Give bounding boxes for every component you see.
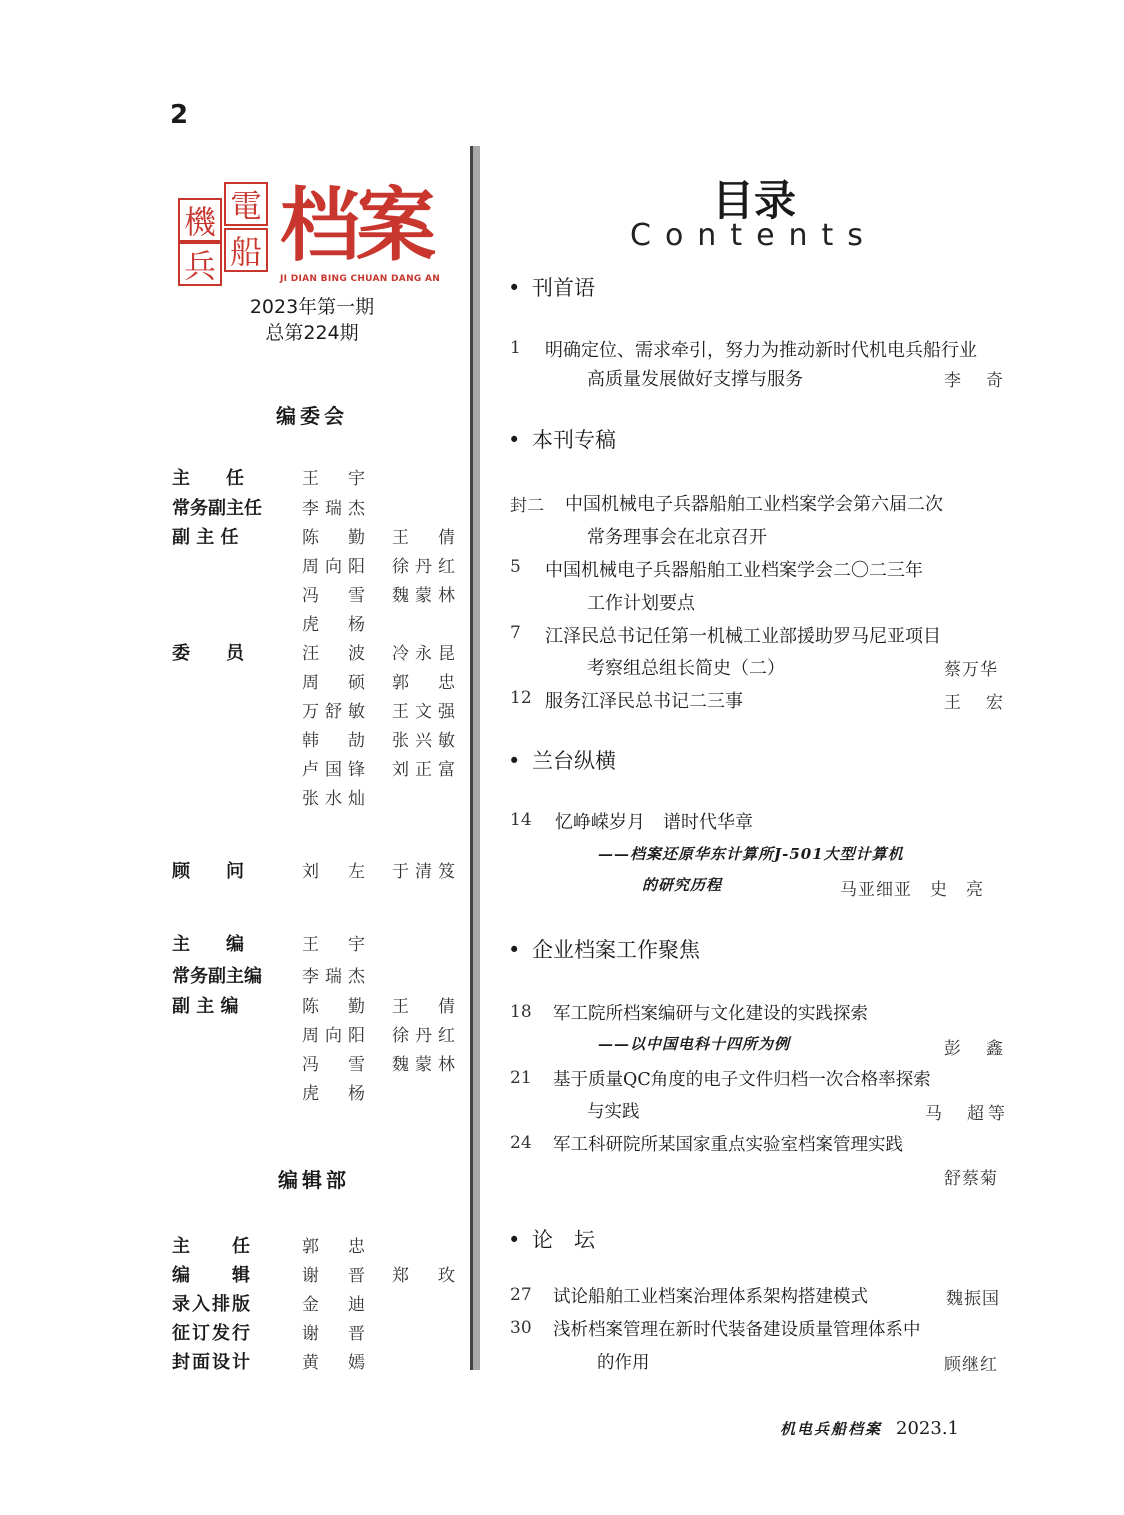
role-label: 主 任 [172, 468, 244, 489]
member-name: 张兴敏 [392, 731, 461, 751]
article-page: 24 [510, 1133, 532, 1153]
article-title[interactable]: 试论船舶工业档案治理体系架构搭建模式 [553, 1287, 868, 1307]
bullet-icon: • [508, 749, 521, 773]
member-name: 魏蒙林 [392, 1055, 461, 1075]
article-title[interactable]: 基于质量QC角度的电子文件归档一次合格率探索 [553, 1070, 931, 1090]
journal-logo [176, 180, 446, 290]
role-label: 编 辑 [172, 1265, 252, 1286]
role-label: 委 员 [172, 643, 244, 664]
role-label: 封面设计 [172, 1352, 252, 1373]
category-name: 兰台纵横 [532, 749, 616, 773]
article-title[interactable]: 服务江泽民总书记二三事 [545, 691, 743, 712]
article-title[interactable]: 浅析档案管理在新时代装备建设质量管理体系中 [553, 1320, 921, 1340]
article-title[interactable]: 中国机械电子兵器船舶工业档案学会第六届二次 [565, 494, 943, 515]
member-name: 王 宇 [302, 935, 371, 955]
issue-year: 2023年第一期 [249, 296, 375, 318]
article-author: 蔡万华 [944, 660, 998, 680]
article-title[interactable]: 江泽民总书记任第一机械工业部援助罗马尼亚项目 [545, 626, 941, 647]
role-label: 主 任 [172, 1236, 252, 1257]
toc-category [508, 272, 595, 302]
role-label: 常务副主编 [172, 966, 262, 987]
member-name: 刘 左 [302, 862, 371, 882]
toc-category [508, 934, 700, 964]
logo-calligraphy: 档案 [280, 178, 432, 272]
member-name: 李瑞杰 [302, 499, 371, 519]
article-title[interactable]: 中国机械电子兵器船舶工业档案学会二〇二三年 [545, 560, 923, 581]
article-page: 7 [510, 623, 521, 643]
role-label: 常务副主任 [172, 498, 262, 519]
article-author: 王 宏 [944, 693, 1007, 713]
logo-english: JI DIAN BING CHUAN DANG AN [280, 274, 441, 284]
member-name: 陈 勤 [302, 997, 371, 1017]
member-name: 陈 勤 [302, 528, 371, 548]
category-name: 论 坛 [532, 1228, 595, 1252]
bullet-icon: • [508, 938, 521, 962]
member-name: 徐丹红 [392, 557, 461, 577]
seal-char: 電 [224, 182, 268, 226]
category-name: 企业档案工作聚焦 [532, 938, 700, 962]
member-name: 周向阳 [302, 1026, 371, 1046]
member-name: 郑 玫 [392, 1266, 461, 1286]
footer-publication: 机电兵船档案 [780, 1420, 883, 1438]
seal-char: 船 [224, 228, 268, 272]
member-name: 王 倩 [392, 997, 461, 1017]
article-author: 彭 鑫 [944, 1039, 1007, 1059]
member-name: 万舒敏 [302, 702, 371, 722]
role-label: 副 主 任 [172, 527, 239, 548]
member-name: 汪 波 [302, 644, 371, 664]
page-footer [780, 1418, 959, 1439]
bullet-icon: • [508, 276, 521, 300]
article-page: 30 [510, 1318, 532, 1338]
toc-category [508, 1224, 595, 1254]
article-page: 5 [510, 557, 521, 577]
role-label: 副 主 编 [172, 996, 239, 1017]
member-name: 谢 晋 [302, 1266, 371, 1286]
member-name: 虎 杨 [302, 615, 371, 635]
toc-title: 目录 [712, 176, 797, 225]
member-name: 郭 忠 [392, 673, 461, 693]
article-subtitle[interactable]: ——以中国电科十四所为例 [598, 1035, 791, 1053]
issue-total: 总第224期 [265, 322, 359, 344]
member-name: 郭 忠 [302, 1237, 371, 1257]
article-title-cont[interactable]: 工作计划要点 [587, 593, 695, 614]
member-name: 徐丹红 [392, 1026, 461, 1046]
member-name: 韩 劼 [302, 731, 371, 751]
toc-category [508, 745, 616, 775]
seal-char: 兵 [178, 242, 222, 286]
toc-subtitle: Contents [630, 218, 877, 253]
article-author: 舒蔡菊 [944, 1169, 998, 1189]
article-page: 21 [510, 1068, 532, 1088]
article-subtitle[interactable]: ——档案还原华东计算所J-501大型计算机 [598, 845, 904, 863]
member-name: 李瑞杰 [302, 967, 371, 987]
category-name: 本刊专稿 [532, 428, 616, 452]
article-page: 14 [510, 810, 532, 830]
member-name: 于清笈 [392, 862, 461, 882]
member-name: 张水灿 [302, 789, 371, 809]
member-name: 魏蒙林 [392, 586, 461, 606]
article-page: 18 [510, 1002, 532, 1022]
role-label: 主 编 [172, 934, 244, 955]
logo-seal [176, 180, 276, 285]
member-name: 周向阳 [302, 557, 371, 577]
article-page: 12 [510, 688, 532, 708]
member-name: 金 迪 [302, 1295, 371, 1315]
article-title-cont[interactable]: 的作用 [597, 1353, 650, 1373]
article-author: 魏振国 [946, 1289, 1000, 1309]
article-author: 顾继红 [944, 1355, 998, 1375]
member-name: 黄 嫣 [302, 1353, 371, 1373]
member-name: 王文强 [392, 702, 461, 722]
article-author: 李 奇 [944, 371, 1007, 391]
toc-category [508, 424, 616, 454]
member-name: 卢国锋 [302, 760, 371, 780]
bullet-icon: • [508, 428, 521, 452]
member-name: 冷永昆 [392, 644, 461, 664]
member-name: 王 倩 [392, 528, 461, 548]
role-label: 征订发行 [172, 1323, 252, 1344]
member-name: 王 宇 [302, 469, 371, 489]
editorial-dept-heading: 编辑部 [278, 1168, 350, 1192]
article-author: 马亚细亚 史 亮 [840, 880, 984, 900]
article-title[interactable]: 军工院所档案编研与文化建设的实践探索 [553, 1004, 868, 1024]
article-title[interactable]: 明确定位、需求牵引，努力为推动新时代机电兵船行业 [545, 340, 977, 361]
category-name: 刊首语 [532, 276, 595, 300]
member-name: 刘正富 [392, 760, 461, 780]
article-subtitle-cont[interactable]: 的研究历程 [642, 876, 723, 894]
role-label: 录入排版 [172, 1294, 252, 1315]
bullet-icon: • [508, 1228, 521, 1252]
article-title[interactable]: 军工科研院所某国家重点实验室档案管理实践 [553, 1135, 903, 1155]
page-number: 2 [170, 100, 189, 130]
article-page: 封二 [510, 496, 544, 516]
seal-char: 機 [178, 198, 222, 242]
article-author: 马 超等 [925, 1104, 1009, 1124]
article-title-cont[interactable]: 常务理事会在北京召开 [587, 527, 767, 548]
member-name: 冯 雪 [302, 586, 371, 606]
column-divider-line [470, 146, 473, 1370]
article-title-cont[interactable]: 与实践 [587, 1102, 640, 1122]
member-name: 谢 晋 [302, 1324, 371, 1344]
member-name: 虎 杨 [302, 1084, 371, 1104]
article-title-cont[interactable]: 考察组总组长简史（二） [587, 658, 785, 679]
article-page: 1 [510, 338, 521, 358]
member-name: 冯 雪 [302, 1055, 371, 1075]
footer-issue: 2023.1 [896, 1418, 959, 1439]
article-title[interactable]: 忆峥嵘岁月 谱时代华章 [555, 812, 753, 833]
article-title-cont[interactable]: 高质量发展做好支撑与服务 [587, 369, 803, 390]
role-label: 顾 问 [172, 861, 244, 882]
article-page: 27 [510, 1285, 532, 1305]
member-name: 周 硕 [302, 673, 371, 693]
editorial-board-heading: 编委会 [276, 404, 348, 428]
